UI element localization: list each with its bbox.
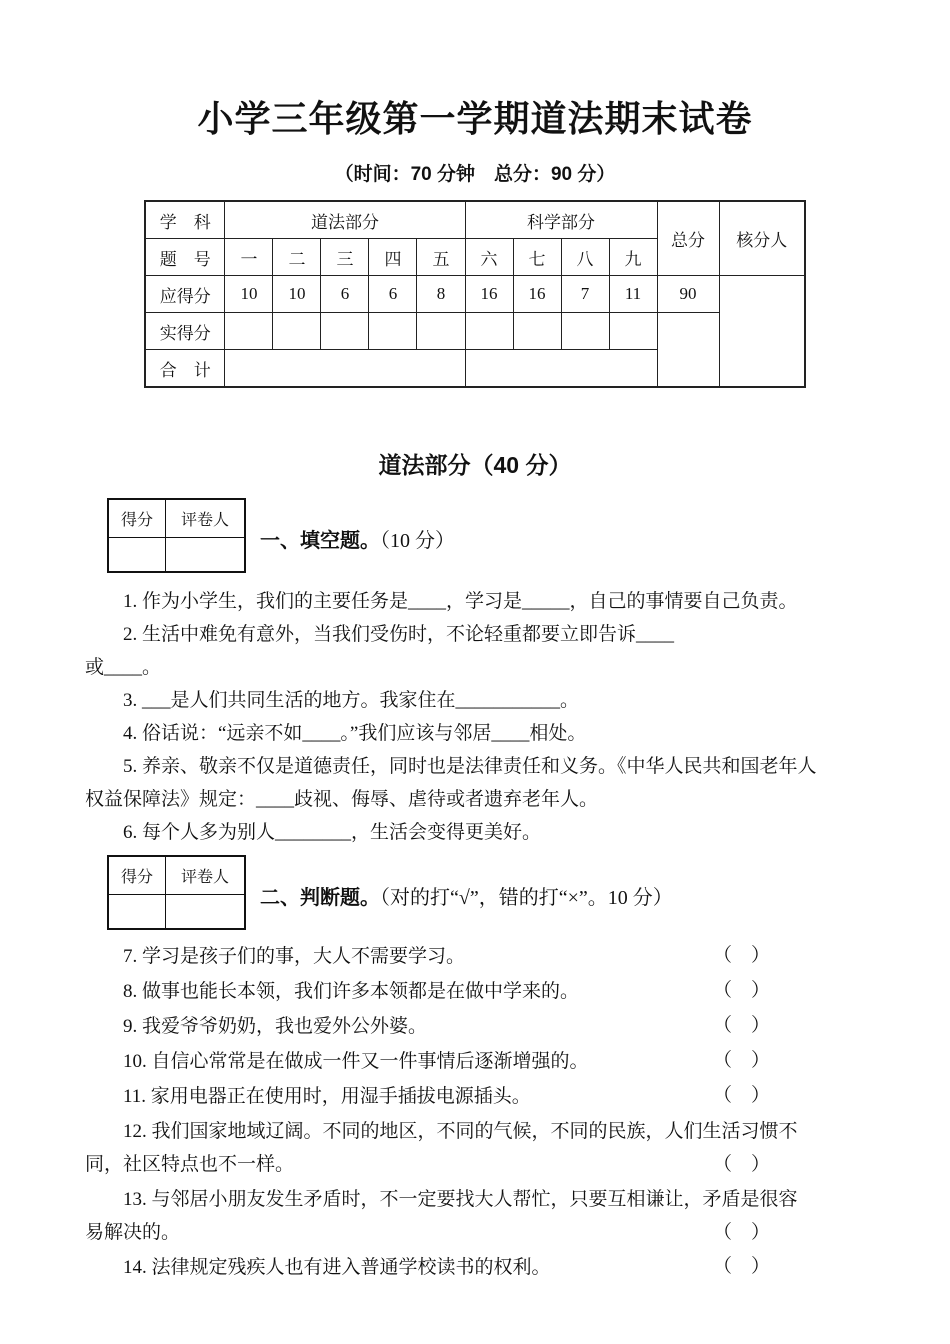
answer-bracket: （ ） xyxy=(713,1154,771,1175)
section-two-header-row xyxy=(107,855,865,930)
question-12-line-1: 12. 我们国家地域辽阔。不同的地区，不同的气候，不同的民族，人们生活习惯不 xyxy=(123,1121,798,1142)
question-9 xyxy=(85,1010,865,1043)
table-row-subject xyxy=(145,201,805,239)
question-14-text: 14. 法律规定残疾人也有进入普通学校读书的权利。 xyxy=(123,1257,551,1278)
sum-daofa-blank-cell xyxy=(225,350,465,388)
question-10-text: 10. 自信心常常是在做成一件又一件事情后逐渐增强的。 xyxy=(123,1051,589,1072)
question-7-text: 7. 学习是孩子们的事，大人不需要学习。 xyxy=(123,946,466,967)
actual-score-cell xyxy=(417,313,465,350)
question-no-cell: 六 xyxy=(465,239,513,276)
question-8 xyxy=(85,975,865,1008)
expected-score-cell: 10 xyxy=(273,276,321,313)
question-no-cell: 一 xyxy=(225,239,273,276)
question-3: 3. ___是人们共同生活的地方。我家住在___________。 xyxy=(123,690,580,711)
question-no-cell: 五 xyxy=(417,239,465,276)
score-label-cell: 得分 xyxy=(108,856,166,895)
actual-label-cell: 实得分 xyxy=(145,313,225,350)
daofa-part-heading: 道法部分（40 分） xyxy=(378,452,572,478)
question-9-text: 9. 我爱爷爷奶奶，我也爱外公外婆。 xyxy=(123,1016,428,1037)
question-no-cell: 八 xyxy=(561,239,609,276)
fill-in-questions xyxy=(85,585,865,849)
answer-bracket: （ ） xyxy=(713,1015,771,1036)
exam-title: 小学三年级第一学期道法期末试卷 xyxy=(197,98,753,139)
expected-label-cell: 应得分 xyxy=(145,276,225,313)
grader-blank-cell xyxy=(166,895,246,930)
actual-score-cell xyxy=(609,313,657,350)
grader-blank-cell xyxy=(166,538,246,573)
actual-score-cell xyxy=(321,313,369,350)
grader-label-cell: 评卷人 xyxy=(166,499,246,538)
table-row-expected-scores xyxy=(145,276,805,313)
question-7 xyxy=(85,940,865,973)
question-no-cell: 三 xyxy=(321,239,369,276)
question-11-text: 11. 家用电器正在使用时，用湿手插拔电源插头。 xyxy=(123,1086,531,1107)
expected-score-cell: 16 xyxy=(513,276,561,313)
score-blank-cell xyxy=(108,895,166,930)
answer-bracket: （ ） xyxy=(713,1222,771,1243)
score-box-header-row xyxy=(108,499,245,538)
table-row-actual-scores xyxy=(145,313,805,350)
question-13-line-1: 13. 与邻居小朋友发生矛盾时，不一定要找大人帮忙，只要互相谦让，矛盾是很容 xyxy=(123,1189,798,1210)
answer-bracket: （ ） xyxy=(713,1256,771,1277)
question-no-cell: 九 xyxy=(609,239,657,276)
answer-bracket: （ ） xyxy=(713,1050,771,1071)
question-12-line-2 xyxy=(85,1148,865,1181)
sum-science-blank-cell xyxy=(465,350,657,388)
question-2-line-2: 或____。 xyxy=(85,657,162,678)
question-1: 1. 作为小学生，我们的主要任务是____，学习是_____，自己的事情要自己负责。 xyxy=(123,591,798,612)
expected-score-cell: 6 xyxy=(321,276,369,313)
actual-score-cell xyxy=(225,313,273,350)
exam-meta: （时间：70 分钟 总分：90 分） xyxy=(334,164,616,185)
expected-score-cell: 8 xyxy=(417,276,465,313)
question-12 xyxy=(85,1115,865,1181)
question-no-label-cell: 题 号 xyxy=(145,239,225,276)
section-two-title xyxy=(260,885,673,911)
section-one-name: 一、填空题。 xyxy=(260,530,380,552)
question-5-line-2: 权益保障法》规定：____歧视、侮辱、虐待或者遗弃老年人。 xyxy=(85,789,599,810)
question-10 xyxy=(85,1045,865,1078)
expected-score-cell: 16 xyxy=(465,276,513,313)
score-summary-table xyxy=(144,200,806,388)
expected-total-cell: 90 xyxy=(657,276,719,313)
question-13 xyxy=(85,1183,865,1249)
question-13-line-2-text: 易解决的。 xyxy=(85,1222,181,1243)
question-no-cell: 七 xyxy=(513,239,561,276)
answer-bracket: （ ） xyxy=(713,945,771,966)
expected-score-cell: 7 xyxy=(561,276,609,313)
checker-header-cell: 核分人 xyxy=(719,201,805,276)
question-no-cell: 四 xyxy=(369,239,417,276)
score-box-header-row xyxy=(108,856,245,895)
question-2-line-1: 2. 生活中难免有意外，当我们受伤时，不论轻重都要立即告诉____ xyxy=(123,624,675,645)
question-14 xyxy=(85,1251,865,1284)
expected-score-cell: 10 xyxy=(225,276,273,313)
question-6: 6. 每个人多为别人________，生活会变得更美好。 xyxy=(123,822,542,843)
actual-score-cell xyxy=(561,313,609,350)
total-header-cell: 总分 xyxy=(657,201,719,276)
score-box-blank-row xyxy=(108,895,245,930)
actual-score-cell xyxy=(513,313,561,350)
checker-blank-cell xyxy=(719,276,805,388)
question-11 xyxy=(85,1080,865,1113)
section-one-title xyxy=(260,528,455,554)
score-box-blank-row xyxy=(108,538,245,573)
section-one-header-row xyxy=(107,498,865,573)
score-box-section-two xyxy=(107,855,246,930)
science-part-cell: 科学部分 xyxy=(465,201,657,239)
question-13-line-2 xyxy=(85,1216,865,1249)
answer-bracket: （ ） xyxy=(713,1085,771,1106)
score-box-section-one xyxy=(107,498,246,573)
question-12-line-2-text: 同，社区特点也不一样。 xyxy=(85,1154,295,1175)
question-4: 4. 俗话说：“远亲不如____。”我们应该与邻居____相处。 xyxy=(123,723,587,744)
judgment-questions xyxy=(85,940,865,1284)
question-8-text: 8. 做事也能长本领，我们许多本领都是在做中学来的。 xyxy=(123,981,580,1002)
score-label-cell: 得分 xyxy=(108,499,166,538)
actual-total-blank-cell xyxy=(657,313,719,388)
expected-score-cell: 6 xyxy=(369,276,417,313)
question-5-line-1: 5. 养亲、敬亲不仅是道德责任，同时也是法律责任和义务。《中华人民共和国老年人 xyxy=(123,756,817,777)
question-no-cell: 二 xyxy=(273,239,321,276)
section-two-name: 二、判断题。 xyxy=(260,887,380,909)
subject-label-cell: 学 科 xyxy=(145,201,225,239)
expected-score-cell: 11 xyxy=(609,276,657,313)
section-one-points: （10 分） xyxy=(380,530,455,552)
sum-label-cell: 合 计 xyxy=(145,350,225,388)
actual-score-cell xyxy=(465,313,513,350)
section-two-points: （对的打“√”，错的打“×”。10 分） xyxy=(380,887,673,909)
answer-bracket: （ ） xyxy=(713,980,771,1001)
daofa-part-cell: 道法部分 xyxy=(225,201,465,239)
score-blank-cell xyxy=(108,538,166,573)
actual-score-cell xyxy=(273,313,321,350)
actual-score-cell xyxy=(369,313,417,350)
grader-label-cell: 评卷人 xyxy=(166,856,246,895)
